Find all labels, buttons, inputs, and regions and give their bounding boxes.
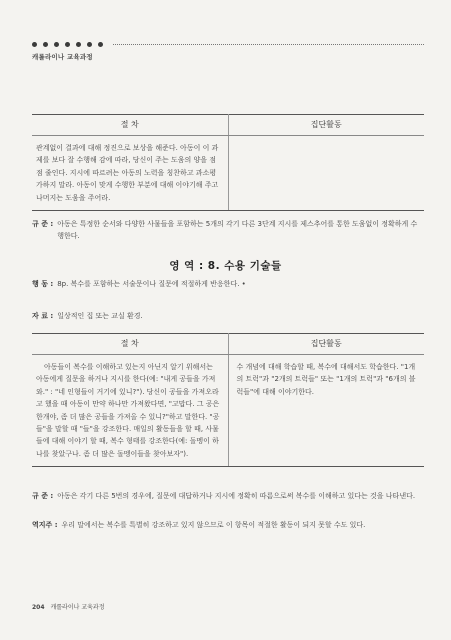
criterion-text: 아동은 각기 다른 5번의 경우에, 질문에 대답하거나 지시에 정확히 따름으로써 복수를 이해하고 있다는 것을 나타낸다. [57,492,416,500]
criterion-note-1 [32,218,424,243]
behavior-text: 8p. 복수를 포함하는 서술문이나 질문에 적절하게 반응한다. • [57,280,246,288]
behavior-note [32,278,424,290]
behavior-label: 행 동 : [32,280,54,288]
procedure-cell [32,136,228,211]
header-dot [65,42,70,47]
group-activity-text: 수 개념에 대해 학습할 때, 복수에 대해서도 학습한다. "1개의 트럭"과 "2개의 트럭들" 또는 "1개의 트럭"과 "6개의 블럭들"에 대해 이야기한다. [236,363,416,396]
header-dot [87,42,92,47]
group-activity-cell [228,136,424,211]
criterion-text: 아동은 특정한 순서와 다양한 사물들을 포함하는 5개의 각기 다른 3단계 지시를 제스추어를 통한 도움없이 정확하게 수행한다. [57,220,418,241]
group-activity-cell [228,355,424,467]
translator-note-text: 우리 말에서는 복수를 특별히 강조하고 있지 않으므로 이 항목이 적절한 활동이 되지 못할 수도 있다. [61,521,366,529]
section-title: 영 역 : 8. 수용 기술들 [169,260,282,272]
page-footer [32,602,105,611]
column-header-procedure: 절 차 [32,115,228,136]
procedure-table-1 [32,114,424,211]
column-header-procedure: 절 차 [32,334,228,355]
procedure-text: 관계없이 결과에 대해 정진으로 보상을 해준다. 아동이 이 과제를 보다 잘 수행해 감에 따라, 당신이 주는 도움의 양을 점점 줄인다. 지시에 따르려는 아동의 노력을 칭찬하고 과소평가하지 말라. 아동이 맞게 수행한 부분에 대해 이야기해 주고 나머지는 도움을 주어라. [36,144,219,202]
header-dot-rule [32,40,424,48]
header-dot [32,42,37,47]
material-label: 자 료 : [32,312,54,320]
criterion-label: 규 준 : [32,220,54,228]
page-header [32,40,424,61]
criterion-label: 규 준 : [32,492,54,500]
material-note [32,310,424,322]
procedure-text: 아동들이 복수를 이해하고 있는지 아닌지 알기 위해서는 아동에게 질문을 하거나 지시를 한다(예: "내게 공들을 가져와." : "네 인형들이 거기에 있니?"). 당신이 공들을 가져오라고 했을 때 아동이 만약 하나만 가져왔다면, "고맙다. 그 공은 한개야, 좀 더 많은 공들을 가져올 수 있니?"하고 말한다. "공들"을 말할 때 "들"을 강조한다. 매일의 활동들을 할 때, 사물들에 대해 이야기 할 때, 복수 형태를 강조한다(예: 돌멩이 하나를 찾았구나. 좀 더 많은 돌멩이들을 찾아보자"). [36,363,220,458]
header-dot [43,42,48,47]
column-header-group-activity: 집단활동 [228,115,424,136]
procedure-table-2 [32,333,424,467]
column-header-group-activity: 집단활동 [228,334,424,355]
criterion-note-2 [32,490,424,502]
translator-note [32,519,424,531]
footer-title: 캐롤라이나 교육과정 [50,604,105,611]
procedure-cell [32,355,228,467]
header-dot [98,42,103,47]
page-number: 204 [32,604,45,611]
material-text: 일상적인 집 또는 교실 환경. [57,312,143,320]
header-dot [76,42,81,47]
translator-note-label: 역지주 : [32,521,58,529]
header-dotted-line [113,44,424,45]
header-dot [54,42,59,47]
running-title: 캐롤라이나 교육과정 [32,53,93,61]
